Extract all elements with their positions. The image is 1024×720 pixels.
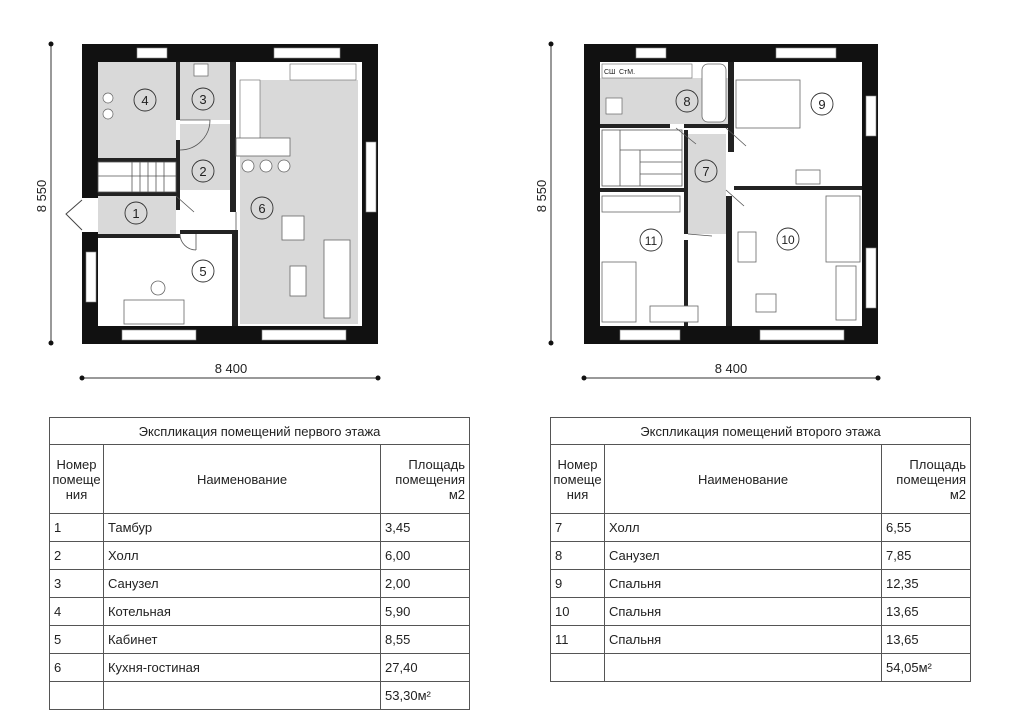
room-number-9 <box>811 93 833 115</box>
room-name-cell: Холл <box>103 542 380 570</box>
table-header-row <box>50 445 470 514</box>
total-area-cell: 54,05м² <box>882 654 971 682</box>
svg-text:8: 8 <box>683 94 691 109</box>
second-floor-width-label: 8 400 <box>714 361 748 376</box>
second-floor-height-label: 8 550 <box>534 179 549 213</box>
empty-cell <box>551 654 605 682</box>
room-number-cell: 8 <box>551 542 605 570</box>
table-row <box>50 542 470 570</box>
first-floor-width-label: 8 400 <box>214 361 248 376</box>
room-area-cell: 13,65 <box>882 626 971 654</box>
svg-text:11: 11 <box>644 234 658 248</box>
table-row <box>50 598 470 626</box>
room-name-cell: Холл <box>604 514 881 542</box>
svg-text:3: 3 <box>199 92 207 107</box>
column-header-name: Наименование <box>103 445 380 514</box>
room-number-cell: 7 <box>551 514 605 542</box>
room-area-cell: 2,00 <box>381 570 470 598</box>
first-floor-height-label: 8 550 <box>34 179 49 213</box>
column-header-name: Наименование <box>604 445 881 514</box>
room-number-cell: 4 <box>50 598 104 626</box>
washer-label: СШ <box>604 69 616 76</box>
room-area-cell: 12,35 <box>882 570 971 598</box>
room-number-cell: 6 <box>50 654 104 682</box>
room-number-cell: 5 <box>50 626 104 654</box>
svg-text:4: 4 <box>141 93 149 108</box>
table-row <box>551 514 971 542</box>
table-title: Экспликация помещений второго этажа <box>551 418 971 445</box>
table-row <box>551 570 971 598</box>
column-header-area: Площадь помещения м2 <box>381 445 470 514</box>
table-row <box>50 654 470 682</box>
room-area-cell: 5,90 <box>381 598 470 626</box>
svg-text:6: 6 <box>258 201 266 216</box>
room-name-cell: Кухня-гостиная <box>103 654 380 682</box>
room-number-cell: 11 <box>551 626 605 654</box>
room-area-cell: 13,65 <box>882 598 971 626</box>
second-floor-width-dimension <box>582 361 881 381</box>
column-header-number: Номер помеще ния <box>50 445 104 514</box>
room-name-cell: Тамбур <box>103 514 380 542</box>
second-floor-height-dimension <box>534 42 554 346</box>
room-name-cell: Спальня <box>604 570 881 598</box>
svg-text:10: 10 <box>781 233 795 247</box>
svg-text:1: 1 <box>132 206 140 221</box>
svg-text:7: 7 <box>702 164 710 179</box>
table-header-row <box>551 445 971 514</box>
table-row <box>50 570 470 598</box>
room-number-cell: 9 <box>551 570 605 598</box>
second-floor-explication-table <box>550 417 971 682</box>
first-floor-height-dimension <box>34 42 54 346</box>
first-floor-plan <box>34 42 381 381</box>
room-area-cell: 7,85 <box>882 542 971 570</box>
room-number-cell: 2 <box>50 542 104 570</box>
svg-text:2: 2 <box>199 164 207 179</box>
total-area-cell: 53,30м² <box>381 682 470 710</box>
column-header-number: Номер помеще ния <box>551 445 605 514</box>
room-name-cell: Санузел <box>604 542 881 570</box>
table-row <box>551 626 971 654</box>
room-area-cell: 3,45 <box>381 514 470 542</box>
room-name-cell: Санузел <box>103 570 380 598</box>
room-area-cell: 6,00 <box>381 542 470 570</box>
room-area-cell: 27,40 <box>381 654 470 682</box>
table-title: Экспликация помещений первого этажа <box>50 418 470 445</box>
column-header-area: Площадь помещения м2 <box>882 445 971 514</box>
table-row <box>551 542 971 570</box>
room-number-cell: 3 <box>50 570 104 598</box>
table-row <box>50 514 470 542</box>
room-name-cell: Котельная <box>103 598 380 626</box>
first-floor-explication-table <box>49 417 470 710</box>
table-total-row <box>551 654 971 682</box>
table-row <box>50 626 470 654</box>
dishwasher-label: СтМ. <box>619 69 636 76</box>
room-name-cell: Спальня <box>604 598 881 626</box>
table-row <box>551 598 971 626</box>
svg-text:9: 9 <box>818 97 826 112</box>
table-caption-row <box>50 418 470 445</box>
second-floor-plan <box>534 42 881 381</box>
empty-cell <box>604 654 881 682</box>
empty-cell <box>50 682 104 710</box>
room-area-cell: 8,55 <box>381 626 470 654</box>
first-floor-width-dimension <box>80 361 381 381</box>
svg-text:5: 5 <box>199 264 207 279</box>
room-number-5 <box>192 260 214 282</box>
room-name-cell: Спальня <box>604 626 881 654</box>
room-number-cell: 10 <box>551 598 605 626</box>
room-number-10 <box>777 228 799 250</box>
table-caption-row <box>551 418 971 445</box>
room-number-cell: 1 <box>50 514 104 542</box>
room-number-11 <box>640 229 662 251</box>
table-total-row <box>50 682 470 710</box>
room-name-cell: Кабинет <box>103 626 380 654</box>
room-area-cell: 6,55 <box>882 514 971 542</box>
empty-cell <box>103 682 380 710</box>
